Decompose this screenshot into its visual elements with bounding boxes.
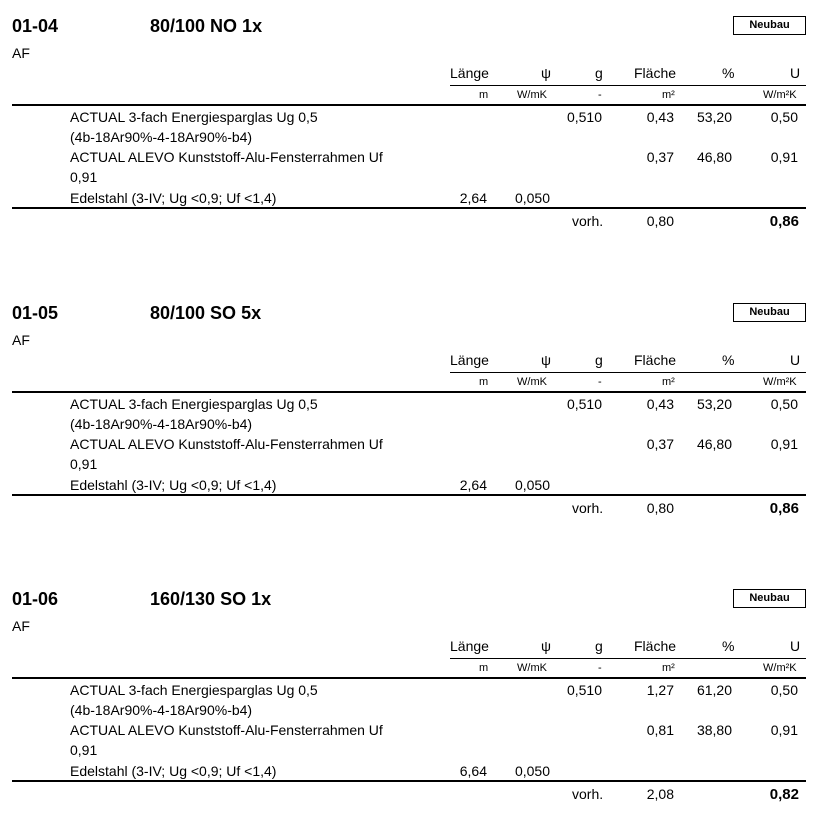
frame-percent: 46,80 xyxy=(696,149,732,165)
window-block xyxy=(0,289,827,529)
unit-u: W/m²K xyxy=(763,89,797,101)
unit-flaeche: m² xyxy=(662,89,675,101)
spacer-description: Edelstahl (3-IV; Ug <0,9; Uf <1,4) xyxy=(70,190,277,206)
spacer-psi: 0,050 xyxy=(514,190,550,206)
unit-psi: W/mK xyxy=(517,662,547,674)
total-flaeche: 0,80 xyxy=(646,500,674,516)
header-percent: % xyxy=(722,352,735,368)
table-bottom-rule xyxy=(12,494,806,496)
unit-laenge: m xyxy=(479,376,489,388)
glass-u: 0,50 xyxy=(770,109,798,125)
header-u: U xyxy=(790,65,801,81)
window-subtitle: AF xyxy=(12,618,30,634)
frame-description-2: 0,91 xyxy=(70,456,98,472)
unit-laenge: m xyxy=(479,662,489,674)
header-g: g xyxy=(595,638,603,654)
spacer-description: Edelstahl (3-IV; Ug <0,9; Uf <1,4) xyxy=(70,763,277,779)
frame-description: ACTUAL ALEVO Kunststoff-Alu-Fensterrahmen Uf xyxy=(70,149,383,165)
glass-u: 0,50 xyxy=(770,682,798,698)
table-bottom-rule xyxy=(12,780,806,782)
window-block xyxy=(0,575,827,815)
header-psi: ψ xyxy=(541,352,551,368)
unit-u: W/m²K xyxy=(763,376,797,388)
window-code: 01-05 xyxy=(12,303,59,323)
header-divider xyxy=(450,658,806,659)
frame-description-2: 0,91 xyxy=(70,742,98,758)
frame-u: 0,91 xyxy=(770,149,798,165)
glass-percent: 61,20 xyxy=(696,682,732,698)
unit-u: W/m²K xyxy=(763,662,797,674)
header-u: U xyxy=(790,638,801,654)
glass-description: ACTUAL 3-fach Energiesparglas Ug 0,5 xyxy=(70,109,318,125)
window-code: 01-06 xyxy=(12,589,59,609)
table-top-rule xyxy=(12,104,806,106)
glass-description-2: (4b-18Ar90%-4-18Ar90%-b4) xyxy=(70,129,253,145)
status-badge: Neubau xyxy=(733,16,806,35)
unit-psi: W/mK xyxy=(517,376,547,388)
glass-percent: 53,20 xyxy=(696,396,732,412)
frame-description-2: 0,91 xyxy=(70,169,98,185)
header-flaeche: Fläche xyxy=(634,65,677,81)
header-u: U xyxy=(790,352,801,368)
total-label: vorh. xyxy=(572,213,604,229)
frame-flaeche: 0,37 xyxy=(646,149,674,165)
glass-description: ACTUAL 3-fach Energiesparglas Ug 0,5 xyxy=(70,396,318,412)
header-g: g xyxy=(595,352,603,368)
unit-flaeche: m² xyxy=(662,662,675,674)
header-flaeche: Fläche xyxy=(634,638,677,654)
unit-psi: W/mK xyxy=(517,89,547,101)
total-u: 0,86 xyxy=(769,500,799,517)
glass-u: 0,50 xyxy=(770,396,798,412)
window-subtitle: AF xyxy=(12,45,30,61)
header-laenge: Länge xyxy=(450,352,489,368)
glass-description: ACTUAL 3-fach Energiesparglas Ug 0,5 xyxy=(70,682,318,698)
spacer-laenge: 2,64 xyxy=(459,190,487,206)
spacer-psi: 0,050 xyxy=(514,763,550,779)
unit-flaeche: m² xyxy=(662,376,675,388)
header-laenge: Länge xyxy=(450,65,489,81)
frame-u: 0,91 xyxy=(770,722,798,738)
spacer-laenge: 2,64 xyxy=(459,477,487,493)
window-title: 160/130 SO 1x xyxy=(150,589,272,609)
spacer-laenge: 6,64 xyxy=(459,763,487,779)
total-u: 0,86 xyxy=(769,213,799,230)
frame-description: ACTUAL ALEVO Kunststoff-Alu-Fensterrahmen Uf xyxy=(70,436,383,452)
frame-percent: 38,80 xyxy=(696,722,732,738)
frame-percent: 46,80 xyxy=(696,436,732,452)
total-flaeche: 0,80 xyxy=(646,213,674,229)
glass-g: 0,510 xyxy=(566,396,602,412)
table-top-rule xyxy=(12,391,806,393)
total-flaeche: 2,08 xyxy=(646,786,674,802)
header-g: g xyxy=(595,65,603,81)
total-u: 0,82 xyxy=(769,786,799,803)
glass-flaeche: 1,27 xyxy=(646,682,674,698)
glass-g: 0,510 xyxy=(566,109,602,125)
unit-g: - xyxy=(598,89,602,101)
status-badge: Neubau xyxy=(733,589,806,608)
total-label: vorh. xyxy=(572,500,604,516)
window-title: 80/100 NO 1x xyxy=(150,16,263,36)
table-bottom-rule xyxy=(12,207,806,209)
header-flaeche: Fläche xyxy=(634,352,677,368)
header-divider xyxy=(450,85,806,86)
glass-g: 0,510 xyxy=(566,682,602,698)
header-laenge: Länge xyxy=(450,638,489,654)
header-psi: ψ xyxy=(541,65,551,81)
unit-laenge: m xyxy=(479,89,489,101)
window-code: 01-04 xyxy=(12,16,59,36)
spacer-psi: 0,050 xyxy=(514,477,550,493)
glass-description-2: (4b-18Ar90%-4-18Ar90%-b4) xyxy=(70,702,253,718)
unit-g: - xyxy=(598,662,602,674)
unit-g: - xyxy=(598,376,602,388)
status-badge: Neubau xyxy=(733,303,806,322)
window-subtitle: AF xyxy=(12,332,30,348)
header-divider xyxy=(450,372,806,373)
window-block xyxy=(0,2,827,242)
frame-u: 0,91 xyxy=(770,436,798,452)
glass-flaeche: 0,43 xyxy=(646,109,674,125)
frame-flaeche: 0,37 xyxy=(646,436,674,452)
glass-description-2: (4b-18Ar90%-4-18Ar90%-b4) xyxy=(70,416,253,432)
table-top-rule xyxy=(12,677,806,679)
frame-flaeche: 0,81 xyxy=(646,722,674,738)
glass-percent: 53,20 xyxy=(696,109,732,125)
spacer-description: Edelstahl (3-IV; Ug <0,9; Uf <1,4) xyxy=(70,477,277,493)
header-percent: % xyxy=(722,638,735,654)
header-percent: % xyxy=(722,65,735,81)
header-psi: ψ xyxy=(541,638,551,654)
glass-flaeche: 0,43 xyxy=(646,396,674,412)
frame-description: ACTUAL ALEVO Kunststoff-Alu-Fensterrahmen Uf xyxy=(70,722,383,738)
window-title: 80/100 SO 5x xyxy=(150,303,262,323)
total-label: vorh. xyxy=(572,786,604,802)
